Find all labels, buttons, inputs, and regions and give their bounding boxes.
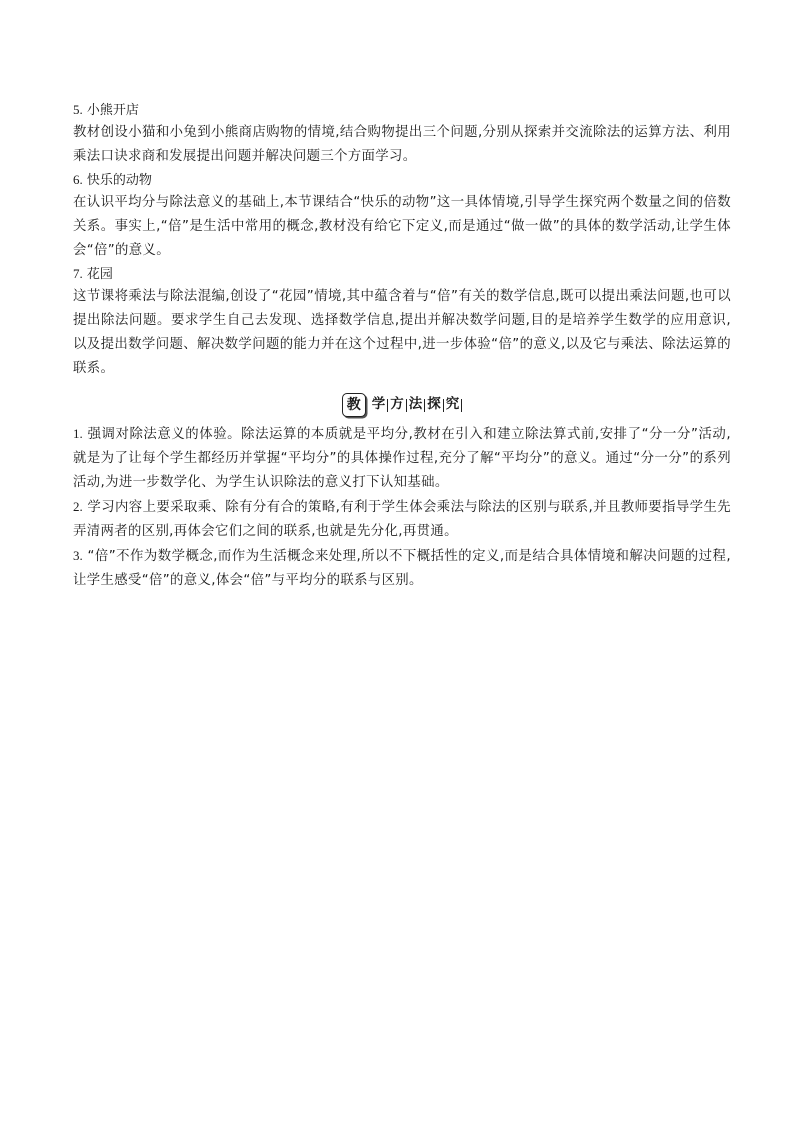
title-char: 究 (445, 396, 460, 413)
section-7 (73, 263, 731, 381)
item-text: “倍”不作为数学概念,而作为生活概念来处理,所以不下概括性的定义,而是结合具体情境和解决问题的过程,让学生感受“倍”的意义,体会“倍”与平均分的联系与区别。 (73, 549, 731, 588)
title-char: 方 (390, 396, 404, 413)
page-content (73, 99, 731, 593)
section-number: 5. (73, 102, 83, 117)
item-text: 强调对除法意义的体验。除法运算的本质就是平均分,教材在引入和建立除法算式前,安排了“分一分”活动,就是为了让每个学生都经历并掌握“平均分”的具体操作过程,充分了解“平均分”的意义。通过“分一分”的系列活动,为进一步数学化、为学生认识除法的意义打下认知基础。 (73, 427, 731, 490)
title-text (370, 398, 463, 412)
title-char: 法 (408, 396, 423, 413)
method-item (73, 422, 731, 495)
section-6 (73, 169, 731, 263)
title-divider (461, 399, 462, 412)
item-number: 2. (73, 499, 83, 514)
title-badge: 教 (342, 393, 366, 417)
section-title: 花园 (86, 267, 113, 282)
method-item (73, 544, 731, 593)
section-heading (73, 99, 731, 121)
section-body: 在认识平均分与除法意义的基础上,本节课结合“快乐的动物”这一具体情境,引导学生探究两个数量之间的倍数关系。事实上,“倍”是生活中常用的概念,教材没有给它下定义,而是通过“做一做”的具体的数学活动,让学生体会“倍”的意义。 (73, 195, 731, 258)
section-title: 快乐的动物 (86, 173, 152, 188)
method-item (73, 495, 731, 544)
item-text: 学习内容上要采取乘、除有分有合的策略,有利于学生体会乘法与除法的区别与联系,并且教师要指导学生先弄清两者的区别,再体会它们之间的联系,也就是先分化,再贯通。 (73, 500, 731, 539)
title-char: 探 (427, 396, 441, 413)
section-heading (73, 169, 731, 191)
section-5 (73, 99, 731, 169)
section-body: 教材创设小猫和小兔到小熊商店购物的情境,结合购物提出三个问题,分别从探索并交流除法的运算方法、利用乘法口诀求商和发展提出问题并解决问题三个方面学习。 (73, 125, 731, 164)
method-list (73, 422, 731, 593)
section-body: 这节课将乘法与除法混编,创设了“花园”情境,其中蕴含着与“倍”有关的数学信息,既可以提出乘法问题,也可以提出除法问题。要求学生自己去发现、选择数学信息,提出并解决数学问题,目的是培养学生数学的应用意识,以及提出数学问题、解决数学问题的能力并在这个过程中,进一步体验“倍”的意义,以及它与乘法、除法运算的联系。 (73, 289, 731, 376)
item-number: 3. (73, 548, 83, 563)
section-number: 6. (73, 172, 83, 187)
section-title: 小熊开店 (86, 103, 139, 118)
section-heading (73, 263, 731, 285)
title-char: 学 (371, 396, 386, 413)
item-number: 1. (73, 426, 83, 441)
section-number: 7. (73, 266, 83, 281)
method-section-title (73, 391, 731, 419)
